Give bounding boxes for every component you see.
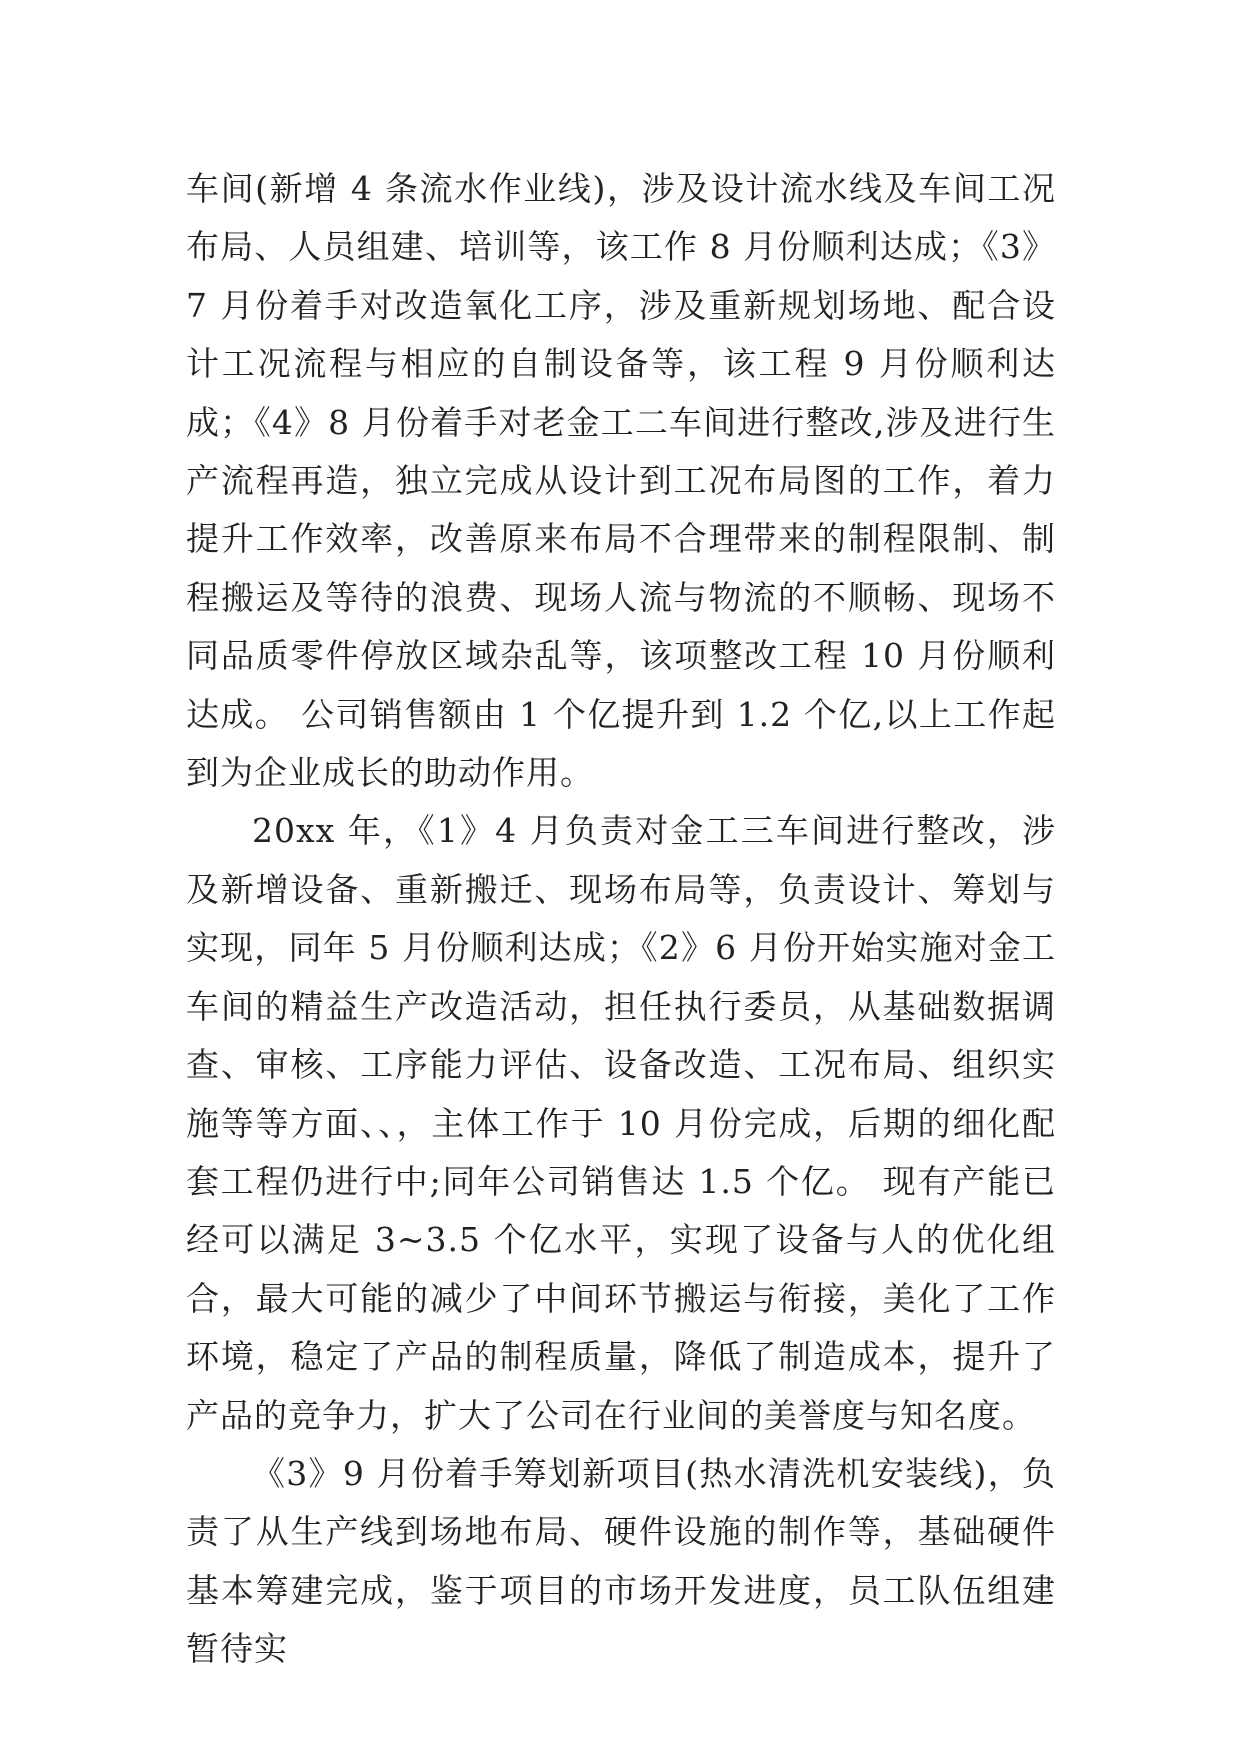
document-body [186, 160, 1056, 1679]
paragraph-2: 20xx 年，《1》4 月负责对金工三车间进行整改，涉及新增设备、重新搬迁、现场布局等，负责设计、筹划与实现，同年 5 月份顺利达成；《2》6 月份开始实施对金工车间的精益生产改造活动，担任执行委员，从基础数据调查、审核、工序能力评估、设备改造、工况布局、组织实施等等方面、、，主体工作于 10 月份完成，后期的细化配套工程仍进行中;同年公司销售达 1.5 个亿。 现有产能已经可以满足 3~3.5 个亿水平，实现了设备与人的优化组合，最大可能的减少了中间环节搬运与衔接，美化了工作环境，稳定了产品的制程质量，降低了制造成本，提升了产品的竞争力，扩大了公司在行业间的美誉度与知名度。 [186, 811, 1056, 1435]
paragraph-1: 车间(新增 4 条流水作业线)，涉及设计流水线及车间工况布局、人员组建、培训等，该工作 8 月份顺利达成；《3》7 月份着手对改造氧化工序，涉及重新规划场地、配合设计工况流程与相应的自制设备等，该工程 9 月份顺利达成；《4》8 月份着手对老金工二车间进行整改,涉及进行生产流程再造，独立完成从设计到工况布局图的工作，着力提升工作效率，改善原来布局不合理带来的制程限制、制程搬运及等待的浪费、现场人流与物流的不顺畅、现场不同品质零件停放区域杂乱等，该项整改工程 10 月份顺利达成。 公司销售额由 1 个亿提升到 1.2 个亿,以上工作起到为企业成长的助动作用。 [186, 169, 1056, 793]
paragraph-3: 《3》9 月份着手筹划新项目(热水清洗机安装线)，负责了从生产线到场地布局、硬件设施的制作等，基础硬件基本筹建完成，鉴于项目的市场开发进度，员工队伍组建暂待实 [186, 1453, 1056, 1669]
